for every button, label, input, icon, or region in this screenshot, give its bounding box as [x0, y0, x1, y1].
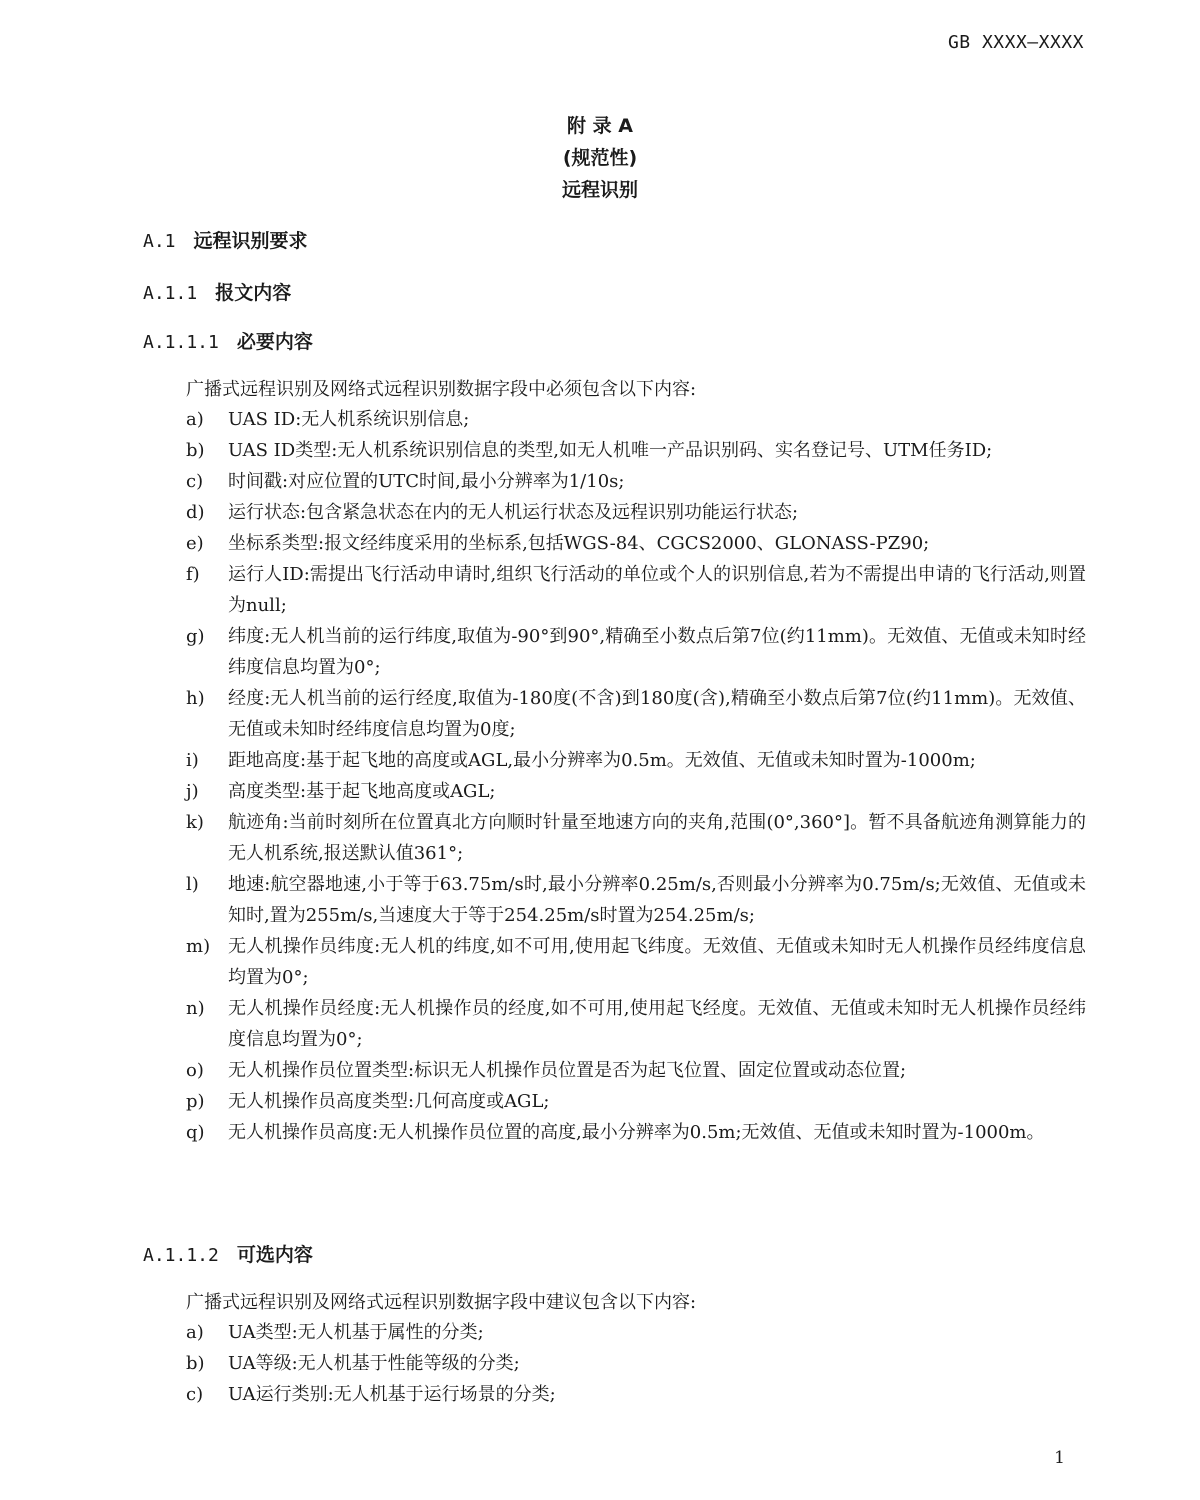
standard-code: GB XXXX—XXXX: [947, 32, 1084, 53]
list-item: [186, 931, 1086, 993]
list-item-text: UA等级:无人机基于性能等级的分类;: [228, 1353, 520, 1374]
list-marker: l): [186, 874, 199, 895]
list-marker: k): [186, 812, 204, 833]
list-item: [186, 1379, 1086, 1410]
list-item-text: 时间戳:对应位置的UTC时间,最小分辨率为1/10s;: [228, 471, 625, 492]
list-marker: a): [186, 409, 204, 430]
section-a111-heading: [143, 327, 313, 354]
list-item: [186, 776, 1086, 807]
list-item-text: 地速:航空器地速,小于等于63.75m/s时,最小分辨率0.25m/s,否则最小分辨率为0.75m/s;无效值、无值或未知时,置为255m/s,当速度大于等于254.25m/s时置为254.25m/s;: [228, 874, 1086, 926]
list-item-text: UAS ID:无人机系统识别信息;: [228, 409, 470, 430]
optional-items-list: [186, 1317, 1086, 1410]
section-title: 报文内容: [215, 282, 292, 304]
list-item: [186, 528, 1086, 559]
list-marker: n): [186, 998, 205, 1019]
list-item-text: 高度类型:基于起飞地高度或AGL;: [228, 781, 496, 802]
section-a112-heading: [143, 1240, 313, 1267]
list-marker: p): [186, 1091, 205, 1112]
annex-name: 远程识别: [561, 179, 638, 201]
list-marker: m): [186, 936, 211, 957]
list-marker: o): [186, 1060, 204, 1081]
list-item-text: 无人机操作员纬度:无人机的纬度,如不可用,使用起飞纬度。无效值、无值或未知时无人机操作员经纬度信息均置为0°;: [228, 936, 1086, 988]
optional-intro: 广播式远程识别及网络式远程识别数据字段中建议包含以下内容:: [186, 1292, 697, 1313]
list-marker: j): [186, 781, 199, 802]
list-item: [186, 993, 1086, 1055]
list-item-text: 经度:无人机当前的运行经度,取值为-180度(不含)到180度(含),精确至小数点后第7位(约11mm)。无效值、无值或未知时经纬度信息均置为0度;: [228, 688, 1086, 740]
list-marker: g): [186, 626, 205, 647]
list-marker: a): [186, 1322, 204, 1343]
list-item-text: UAS ID类型:无人机系统识别信息的类型,如无人机唯一产品识别码、实名登记号、UTM任务ID;: [228, 440, 993, 461]
list-item-text: 纬度:无人机当前的运行纬度,取值为-90°到90°,精确至小数点后第7位(约11mm)。无效值、无值或未知时经纬度信息均置为0°;: [228, 626, 1086, 678]
section-number: A.1.1.1: [143, 332, 219, 353]
list-marker: i): [186, 750, 199, 771]
list-item-text: 距地高度:基于起飞地的高度或AGL,最小分辨率为0.5m。无效值、无值或未知时置为-1000m;: [228, 750, 976, 771]
annex-title-block: [0, 110, 1200, 206]
section-number: A.1.1: [143, 283, 198, 304]
list-item-text: 坐标系类型:报文经纬度采用的坐标系,包括WGS-84、CGCS2000、GLONASS-PZ90;: [228, 533, 930, 554]
list-item: [186, 1055, 1086, 1086]
list-item-text: 运行人ID:需提出飞行活动申请时,组织飞行活动的单位或个人的识别信息,若为不需提出申请的飞行活动,则置为null;: [228, 564, 1086, 616]
list-item: [186, 466, 1086, 497]
section-number: A.1: [143, 231, 176, 252]
list-item: [186, 497, 1086, 528]
section-title: 远程识别要求: [193, 230, 308, 252]
list-marker: c): [186, 471, 204, 492]
list-marker: h): [186, 688, 205, 709]
list-marker: b): [186, 1353, 205, 1374]
list-marker: f): [186, 564, 200, 585]
list-item: [186, 1317, 1086, 1348]
section-a11-heading: [143, 278, 291, 305]
list-marker: e): [186, 533, 204, 554]
list-item: [186, 745, 1086, 776]
list-item-text: 运行状态:包含紧急状态在内的无人机运行状态及远程识别功能运行状态;: [228, 502, 799, 523]
list-item: [186, 621, 1086, 683]
list-marker: b): [186, 440, 205, 461]
list-item: [186, 1117, 1086, 1148]
list-marker: d): [186, 502, 205, 523]
list-item: [186, 807, 1086, 869]
section-title: 必要内容: [236, 331, 313, 353]
section-a1-heading: [143, 226, 308, 253]
required-intro: 广播式远程识别及网络式远程识别数据字段中必须包含以下内容:: [186, 379, 697, 400]
list-marker: q): [186, 1122, 205, 1143]
required-items-list: [186, 404, 1086, 1148]
list-item-text: 无人机操作员高度类型:几何高度或AGL;: [228, 1091, 550, 1112]
list-item: [186, 404, 1086, 435]
annex-label: 附 录 A: [567, 115, 633, 137]
list-item-text: 无人机操作员高度:无人机操作员位置的高度,最小分辨率为0.5m;无效值、无值或未知时置为-1000m。: [228, 1122, 1045, 1143]
list-item-text: 航迹角:当前时刻所在位置真北方向顺时针量至地速方向的夹角,范围(0°,360°]。暂不具备航迹角测算能力的无人机系统,报送默认值361°;: [228, 812, 1086, 864]
list-item: [186, 683, 1086, 745]
section-number: A.1.1.2: [143, 1245, 219, 1266]
annex-nature: (规范性): [562, 147, 638, 169]
list-item-text: UA运行类别:无人机基于运行场景的分类;: [228, 1384, 556, 1405]
list-item-text: 无人机操作员位置类型:标识无人机操作员位置是否为起飞位置、固定位置或动态位置;: [228, 1060, 907, 1081]
list-item-text: UA类型:无人机基于属性的分类;: [228, 1322, 484, 1343]
list-item-text: 无人机操作员经度:无人机操作员的经度,如不可用,使用起飞经度。无效值、无值或未知时无人机操作员经纬度信息均置为0°;: [228, 998, 1086, 1050]
section-title: 可选内容: [236, 1244, 313, 1266]
list-item: [186, 435, 1086, 466]
list-item: [186, 559, 1086, 621]
list-marker: c): [186, 1384, 204, 1405]
list-item: [186, 1086, 1086, 1117]
page-number: 1: [1054, 1448, 1065, 1468]
list-item: [186, 869, 1086, 931]
list-item: [186, 1348, 1086, 1379]
